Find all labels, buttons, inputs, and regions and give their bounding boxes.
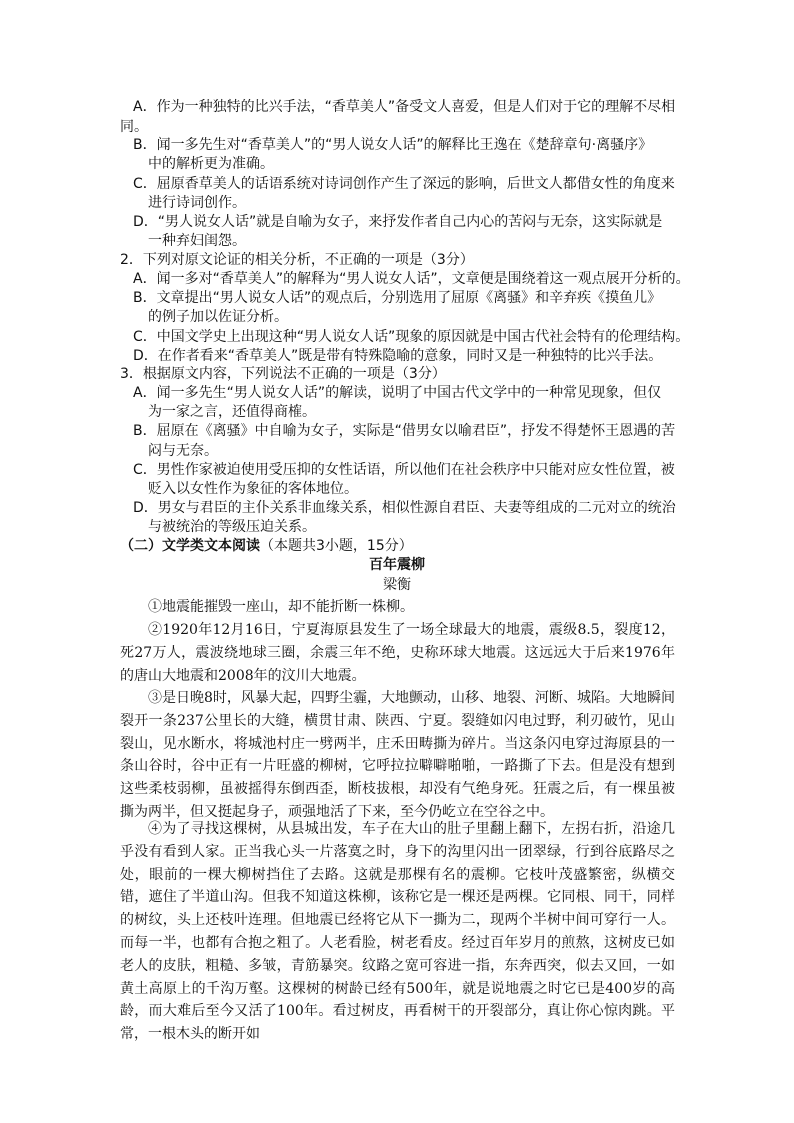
q1-option-c-line1: C．屈原香草美人的话语系统对诗词创作产生了深远的影响，后世文人都借女性的角度来 — [133, 176, 675, 192]
q2-stem: 2．下列对原文论证的相关分析，不正确的一项是（3分） — [120, 252, 474, 268]
q1-option-d-line1: D．“男人说女人话”就是自喻为女子，来抒发作者自己内心的苦闷与无奈，这实际就是 — [133, 214, 663, 230]
section-heading-note: （本题共3小题，15分） — [260, 538, 413, 554]
article-paragraph-3: ③是日晚8时，风暴大起，四野尘霾，大地颤动，山移、地裂、河断、城陷。大地瞬间裂开一条237公里长的大缝，横贯甘肃、陕西、宁夏。裂缝如闪电过野，利刃破竹，见山裂山，见水断水，将城池村庄一劈两半，庄禾田畴撕为碎片。当这条闪电穿过海原县的一条山谷时，谷中正有一片旺盛的柳树，它呼拉拉噼噼啪啪，一路撕了下去。但是没有想到这些柔枝弱柳，虽被摇得东倒西歪，断枝拔根，却没有气绝身死。狂震之后，有一棵虽被撕为两半，但又挺起身子，顽强地活了下来，至今仍屹立在空谷之中。 — [120, 690, 675, 820]
q1-option-c-line2: 进行诗词创作。 — [148, 195, 246, 211]
q1-option-d-line2: 一种弃妇闺怨。 — [148, 233, 246, 249]
q1-option-b-line1: B．闻一多先生对“香草美人”的“男人说女人话”的解释比王逸在《楚辞章句·离骚序》 — [133, 137, 653, 153]
article-paragraph-1: ①地震能摧毁一座山，却不能折断一株柳。 — [148, 599, 414, 615]
section-heading — [120, 536, 413, 556]
q2-option-b-line2: 的例子加以佐证分析。 — [148, 309, 288, 325]
q1-option-a-line1: A．作为一种独特的比兴手法，“香草美人”备受文人喜爱，但是人们对于它的理解不尽相 — [133, 99, 676, 115]
q2-option-a: A．闻一多对“香草美人”的解释为“男人说女人话”，文章便是围绕着这一观点展开分析的。 — [133, 271, 690, 287]
article-paragraph-2: ②1920年12月16日，宁夏海原县发生了一场全球最大的地震，震级8.5，裂度12，死27万人，震波绕地球三圈，余震三年不绝，史称环球大地震。这远远大于后来1976年的唐山大地震和2008年的汶川大地震。 — [120, 622, 675, 684]
q3-option-d-line2: 与被统治的等级压迫关系。 — [148, 519, 316, 535]
q1-option-b-line2: 中的解析更为准确。 — [148, 156, 274, 172]
q3-option-b-line1: B．屈原在《离骚》中自喻为女子，实际是“借男女以喻君臣”，抒发不得楚怀王恩遇的苦 — [133, 423, 676, 439]
q2-option-b-line1: B．文章提出“男人说女人话”的观点后，分别选用了屈原《离骚》和辛弃疾《摸鱼儿》 — [133, 290, 662, 306]
q1-option-a-line2: 同。 — [120, 119, 148, 135]
article-paragraph-4: ④为了寻找这棵树，从县城出发，车子在大山的肚子里翻上翻下，左拐右折，沿途几乎没有看到人家。正当我心头一片落寞之时，身下的沟里闪出一团翠绿，行到谷底路尽之处，眼前的一棵大柳树挡住了去路。这就是那棵有名的震柳。它枝叶茂盛繁密，纵横交错，遮住了半道山沟。但我不知道这株柳，该称它是一棵还是两棵。它同根、同干，同样的树纹，头上还枝叶连理。但地震已经将它从下一撕为二，现两个半树中间可穿行一人。而每一半，也都有合抱之粗了。人老看脸，树老看皮。经过百年岁月的煎熬，这树皮已如老人的皮肤，粗糙、多皱，青筋暴突。纹路之宽可容进一指，东奔西突，似去又回，一如黄土高原上的千沟万壑。这棵树的树龄已经有500年，就是说地震之时它已是400岁的高龄，而大难后至今又活了100年。看过树皮，再看树干的开裂部分，真让你心惊肉跳。平常，一根木头的断开如 — [120, 821, 675, 1043]
article-title: 百年震柳 — [369, 557, 425, 573]
section-heading-title: （二）文学类文本阅读 — [120, 538, 260, 554]
q2-option-d: D．在作者看来“香草美人”既是带有特殊隐喻的意象，同时又是一种独特的比兴手法。 — [133, 348, 663, 364]
q3-option-a-line1: A．闻一多先生“男人说女人话”的解读，说明了中国古代文学中的一种常见现象，但仅 — [133, 385, 662, 401]
q3-option-b-line2: 闷与无奈。 — [148, 443, 218, 459]
q3-option-c-line2: 贬入以女性作为象征的客体地位。 — [148, 481, 358, 497]
q3-stem: 3．根据原文内容，下列说法不正确的一项是（3分） — [120, 366, 446, 382]
article-author: 梁衡 — [383, 577, 411, 593]
q3-option-c-line1: C．男性作家被迫使用受压抑的女性话语，所以他们在社会秩序中只能对应女性位置，被 — [133, 462, 675, 478]
q3-option-a-line2: 为一家之言，还值得商榷。 — [148, 404, 316, 420]
q3-option-d-line1: D．男女与君臣的主仆关系非血缘关系，相似性源自君臣、夫妻等组成的二元对立的统治 — [133, 500, 676, 516]
q2-option-c: C．中国文学史上出现这种“男人说女人话”现象的原因就是中国古代社会特有的伦理结构。 — [133, 329, 690, 345]
